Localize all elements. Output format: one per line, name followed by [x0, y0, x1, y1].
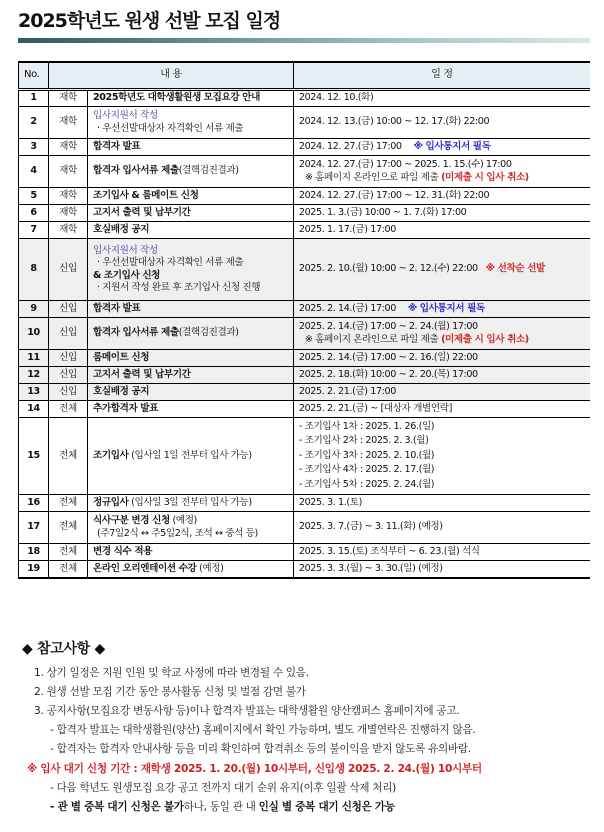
row-date [293, 318, 590, 350]
upload-note: ※ 홈페이지 온라인으로 파일 제출 [304, 171, 442, 183]
reference-sub-item: - 합격자 발표는 대학생활원(양산) 홈페이지에서 확인 가능하며, 별도 개별연락은 진행하지 않음. [50, 724, 476, 736]
row-content [88, 156, 294, 188]
row-no: 12 [19, 367, 49, 384]
reference-item: 3. 공지사항(모집요강 변동사항 등)이나 합격자 발표는 대학생활원 양산캠퍼스 홈페이지에 공고. [34, 705, 460, 717]
table-row [19, 495, 591, 512]
reference-section [22, 638, 592, 817]
table-row [19, 318, 591, 350]
row-date [293, 418, 590, 495]
early-checkin-date-5: - 조기입사 5차 : 2025. 2. 24.(월) [298, 478, 435, 490]
title-underline-bar [18, 38, 590, 43]
table-row [19, 418, 591, 495]
row-no: 11 [19, 350, 49, 367]
row-content [88, 318, 294, 350]
row-no: 19 [19, 561, 49, 578]
row-no: 7 [19, 222, 49, 239]
row-date: 2025. 3. 1.(토) [293, 495, 590, 512]
row-no: 5 [19, 188, 49, 205]
row-target: 재학 [49, 205, 88, 222]
table-row [19, 239, 591, 301]
row-no: 18 [19, 544, 49, 561]
row-no: 16 [19, 495, 49, 512]
content-main: 온라인 오리엔테이션 수강 [93, 562, 197, 574]
row-target: 신입 [49, 367, 88, 384]
schedule-table [18, 61, 590, 579]
table-row [19, 188, 591, 205]
row-date: 2025. 1. 17.(금) 17:00 [293, 222, 590, 239]
row-date: 2025. 2. 14.(금) 17:00 ~ 2. 16.(일) 22:00 [293, 350, 590, 367]
row-date [293, 301, 590, 318]
row-target: 전체 [49, 495, 88, 512]
row-target: 전체 [49, 512, 88, 544]
header-date: 일 정 [293, 62, 590, 90]
row-content: 고지서 출력 및 납부기간 [88, 205, 294, 222]
page-title: 2025학년도 원생 선발 모집 일정 [18, 10, 281, 32]
reference-title: ◆ 참고사항 ◆ [22, 641, 105, 657]
row-no: 4 [19, 156, 49, 188]
row-content [88, 418, 294, 495]
row-target: 재학 [49, 107, 88, 139]
row-date: 2024. 12. 27.(금) 17:00 ~ 12. 31.(화) 22:00 [293, 188, 590, 205]
content-main: 조기입사 [93, 449, 129, 461]
content-light: (입사일 1일 전부터 입사 가능) [128, 449, 252, 461]
waitlist-rule-b: 하나, 동일 관 내 [183, 801, 259, 813]
row-content: 2025학년도 대학생활원생 모집요강 안내 [88, 90, 294, 107]
row-content [88, 561, 294, 578]
content-heading: 입사지원서 작성 [93, 110, 158, 121]
waitlist-sub-item: - 다음 학년도 원생모집 요강 공고 전까지 대기 순위 유지(이후 일괄 삭제 처리) [50, 782, 397, 794]
row-target: 신입 [49, 318, 88, 350]
upload-note: ※ 홈페이지 온라인으로 파일 제출 [304, 333, 442, 345]
row-content [88, 239, 294, 301]
row-no: 9 [19, 301, 49, 318]
row-content [88, 495, 294, 512]
date-text: 2025. 2. 10.(월) 10:00 ~ 2. 12.(수) 22:00 [298, 263, 478, 275]
table-row [19, 350, 591, 367]
header-no: No. [19, 62, 49, 90]
table-row [19, 512, 591, 544]
row-content [88, 512, 294, 544]
table-row [19, 367, 591, 384]
reference-item: 2. 원생 선발 모집 기간 동안 봉사활동 신청 및 벌점 감면 불가 [34, 686, 306, 698]
row-date: 2025. 2. 21.(금) ~ [대상자 개별연락] [293, 401, 590, 418]
content-main: 정규입사 [93, 496, 129, 508]
row-content: 변경 식수 적용 [88, 544, 294, 561]
content-light: (결핵검진결과) [178, 165, 239, 177]
notice-note: ※ 입사통지서 필독 [413, 140, 491, 152]
row-target: 재학 [49, 222, 88, 239]
row-content: 합격자 발표 [88, 139, 294, 156]
date-text: 2024. 12. 27.(금) 17:00 [298, 140, 402, 152]
waitlist-period: ※ 입사 대기 신청 기간 : 재학생 2025. 1. 20.(월) 10시부터, 신입생 2025. 2. 24.(월) 10시부터 [27, 763, 482, 775]
table-row [19, 90, 591, 107]
early-checkin-date-2: - 조기입사 2차 : 2025. 2. 3.(월) [298, 435, 429, 447]
warning-note: (미제출 시 입사 취소) [441, 333, 529, 345]
early-checkin-date-3: - 조기입사 3차 : 2025. 2. 10.(월) [298, 449, 435, 461]
row-date: 2025. 3. 7.(금) ~ 3. 11.(화) (예정) [293, 512, 590, 544]
content-light: (입사일 3일 전부터 입사 가능) [128, 496, 252, 508]
content-heading-2: & 조기입사 신청 [93, 269, 161, 281]
date-note [299, 334, 585, 347]
row-no: 8 [19, 239, 49, 301]
row-no: 17 [19, 512, 49, 544]
row-date: 2025. 3. 3.(월) ~ 3. 30.(일) (예정) [293, 561, 590, 578]
row-content [88, 107, 294, 139]
table-row [19, 222, 591, 239]
reference-sub-item: - 합격자는 합격자 안내사항 등을 미리 확인하여 합격취소 등의 불이익을 받지 않도록 유의바람. [50, 743, 471, 755]
row-target: 신입 [49, 350, 88, 367]
content-main: 식사구분 변경 신청 [93, 515, 170, 526]
content-main: 합격자 입사서류 제출 [93, 327, 179, 339]
table-row [19, 156, 591, 188]
content-sub: (주7일2식 ↔ 주5일2식, 조석 ↔ 중석 등) [97, 527, 258, 539]
row-date: 2024. 12. 10.(화) [293, 90, 590, 107]
content-main: 합격자 입사서류 제출 [93, 165, 179, 177]
content-sub: · 우선선발대상자 자격확인 서류 제출 [97, 122, 244, 134]
row-no: 15 [19, 418, 49, 495]
row-target: 전체 [49, 401, 88, 418]
row-content: 고지서 출력 및 납부기간 [88, 367, 294, 384]
table-row [19, 401, 591, 418]
warning-note: (미제출 시 입사 취소) [441, 171, 529, 183]
table-row [19, 384, 591, 401]
row-date: 2024. 12. 13.(금) 10:00 ~ 12. 17.(화) 22:00 [293, 107, 590, 139]
row-target: 전체 [49, 544, 88, 561]
table-row [19, 205, 591, 222]
waitlist-sub-item [22, 798, 592, 817]
waitlist-rule-c: 인실 별 중복 대기 신청은 가능 [258, 801, 395, 813]
row-target: 전체 [49, 561, 88, 578]
date-text: 2024. 12. 27.(금) 17:00 ~ 2025. 1. 15.(수) 17:00 [298, 159, 512, 170]
row-date: 2025. 3. 15.(토) 조식부터 ~ 6. 23.(월) 석식 [293, 544, 590, 561]
table-row [19, 561, 591, 578]
row-content: 룸메이트 신청 [88, 350, 294, 367]
row-no: 10 [19, 318, 49, 350]
row-target: 전체 [49, 418, 88, 495]
row-content: 추가합격자 발표 [88, 401, 294, 418]
row-content: 호실배정 공지 [88, 384, 294, 401]
date-text: 2025. 2. 14.(금) 17:00 [298, 302, 396, 314]
table-row [19, 139, 591, 156]
content-light: (예정) [169, 515, 197, 526]
row-target: 재학 [49, 156, 88, 188]
date-note [299, 172, 585, 185]
content-heading: 입사지원서 작성 [93, 244, 158, 256]
row-target: 신입 [49, 301, 88, 318]
row-date [293, 156, 590, 188]
row-no: 14 [19, 401, 49, 418]
content-light: (예정) [196, 562, 224, 574]
early-checkin-date-1: - 조기입사 1차 : 2025. 1. 26.(일) [298, 420, 435, 432]
row-content: 호실배정 공지 [88, 222, 294, 239]
content-sub: · 우선선발대상자 자격확인 서류 제출 [97, 257, 244, 268]
table-row [19, 301, 591, 318]
row-target: 신입 [49, 384, 88, 401]
row-target: 신입 [49, 239, 88, 301]
content-light: (결핵검진결과) [178, 327, 239, 339]
row-target: 재학 [49, 90, 88, 107]
notice-note: ※ 입사통지서 필독 [407, 302, 485, 314]
row-target: 재학 [49, 188, 88, 205]
row-date: 2025. 1. 3.(금) 10:00 ~ 1. 7.(화) 17:00 [293, 205, 590, 222]
row-no: 13 [19, 384, 49, 401]
row-no: 3 [19, 139, 49, 156]
row-date [293, 139, 590, 156]
row-no: 2 [19, 107, 49, 139]
row-target: 재학 [49, 139, 88, 156]
row-date: 2025. 2. 18.(화) 10:00 ~ 2. 20.(목) 17:00 [293, 367, 590, 384]
row-date: 2025. 2. 21.(금) 17:00 [293, 384, 590, 401]
row-no: 1 [19, 90, 49, 107]
row-content: 조기입사 & 룸메이트 신청 [88, 188, 294, 205]
table-row [19, 107, 591, 139]
date-text: 2025. 2. 14.(금) 17:00 ~ 2. 24.(월) 17:00 [298, 321, 478, 332]
first-come-note: ※ 선착순 선발 [485, 263, 545, 275]
reference-item: 1. 상기 일정은 지원 인원 및 학교 사정에 따라 변경될 수 있음. [34, 667, 309, 679]
header-content: 내 용 [49, 62, 294, 90]
row-content: 합격자 발표 [88, 301, 294, 318]
table-row [19, 544, 591, 561]
table-header-row [19, 62, 591, 90]
waitlist-rule-a: - 관 별 중복 대기 신청은 불가 [50, 801, 184, 813]
content-sub-2: · 지원서 작성 완료 후 조기입사 신청 진행 [97, 282, 261, 293]
early-checkin-date-4: - 조기입사 4차 : 2025. 2. 17.(월) [298, 464, 435, 476]
row-no: 6 [19, 205, 49, 222]
row-date [293, 239, 590, 301]
